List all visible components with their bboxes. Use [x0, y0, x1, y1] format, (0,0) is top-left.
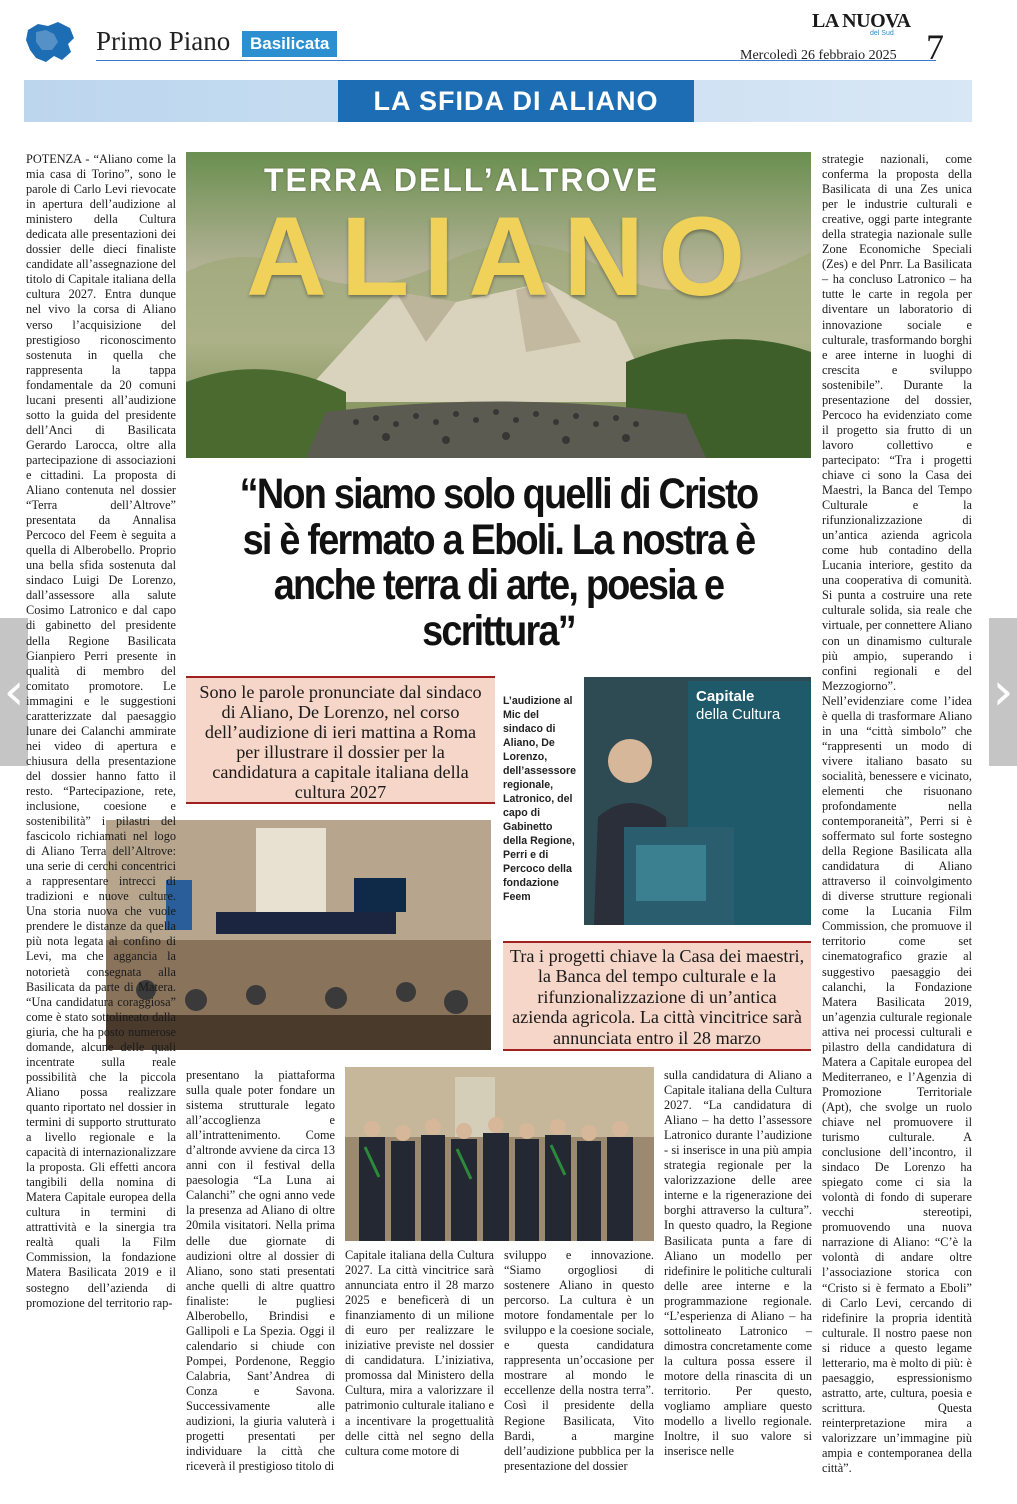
deck-summary: Sono le parole pronunciate dal sindaco di Aliano, De Lorenzo, nel corso dell’audizione di ieri mattina a Roma per illustrare il dossier per la candidatura a capitale italiana della cultura 2027 [186, 676, 495, 804]
group-photo-illustration [345, 1067, 654, 1241]
article-text: strategie nazionali, come conferma la proposta della Basilicata di una Zes unica per le industrie culturali e creative, oggi parte integrante della strategia nazionale sulle Zone Economiche Speciali (Zes) e del Pnrr. La Basilicata – ha concluso Latronico – ha tutte le carte in regola per diventare un laboratorio di innovazione sociale e culturale, trasformando borghi e aree interne in luoghi di crescita e sviluppo sostenibile”. Durante la presentazione del dossier, Percoco ha evidenziato come il progetto sia frutto di un lavoro collettivo e partecipato: “Tra i progetti chiave ci sono la Casa dei Maestri, la Banca del Tempo Culturale e la rifunzionalizzazione di un’antica azienda agricola come hub contadino della Lucania interiore, gestito da una cooperativa di comunità. Si punta a costruire una rete culturale solida, sia reale che virtuale, per connettere Aliano con un dinamismo culturale più ampio, superando i confini regionali e del Mezzogiorno”. Nell’evidenziare come l’idea è quella di trasformare Aliano in una “città simbolo” che “rappresenti un modo di vivere italiano basato su socialità, benessere e vicinato, elementi che risuonano profondamente nella contemporaneità”, Perri si è soffermato sul forte sostegno della Regione Basilicata alla candidatura di Aliano attraverso il coinvolgimento di diverse strutture regionali come la Lucania Film Commission, che promuove il territorio come set cinematografico grazie al suggestivo paesaggio dei calanchi, la Fondazione Matera Basilicata 2019, un’agenzia culturale regionale attiva nei processi culturali e pilastro della candidatura di Matera a Capitale europea del Mediterraneo, e l’Agenzia di Promozione Territoriale (Apt), che svolge un ruolo chiave nel promuovere il turismo culturale. A conclusione dell’incontro, il sindaco De Lorenzo ha spiegato come ci sia la volontà di fondo di superare vecchi stereotipi, promuovendo una nuova narrazione di Aliano: “C’è la volontà di andare oltre l’associazione storica con “Cristo si è fermato a Eboli” di Carlo Levi, cercando di ridefinire la propria identità culturale. Il nostro paese non si riduce a questo legame letterario, ma è molto di più: è paesaggio, espressionismo astratto, arte, cultura, poesia e scrittura. Questa reinterpretazione mira a valorizzare un’immagine più ampia e contemporanea della città”. [822, 152, 972, 1476]
hero-overlay-title: ALIANO [246, 194, 760, 319]
headline [224, 472, 774, 654]
photo-podium-speaker [584, 677, 811, 925]
headline-line: si è fermato a Eboli. La nostra è [242, 515, 755, 564]
section-label: Primo Piano [96, 26, 231, 56]
basilicata-map-icon [24, 20, 76, 64]
hero-photo-calanchi [186, 152, 811, 458]
topic-banner-title: LA SFIDA DI ALIANO [338, 80, 694, 122]
article-text: sulla candidatura di Aliano a Capitale italiana della Cultura 2027. “La candidatura di Aliano – ha detto l’assessore Latronico durante l’audizione - si inserisce in una più ampia strategia regionale per la valorizzazione delle aree interne e la rigenerazione dei borghi attraverso la cultura”. In questo quadro, la Regione Basilicata punta a fare di Aliano un modello per ridefinire le politiche culturali delle aree interne e la programmazione regionale. “L’esperienza di Aliano – ha sottolineato Latronico – dimostra concretamente come la cultura possa essere il motore della rinascita di un territorio. Per questo, vogliamo ampliare questo modello a livello regionale. Inoltre, il suo valore si inserisce nelle [664, 1068, 812, 1459]
article-column-2 [186, 1068, 335, 1474]
previous-page-arrow-icon[interactable]: ‹ [0, 618, 28, 766]
next-page-arrow-icon[interactable]: › [989, 618, 1017, 766]
issue-date: Mercoledì 26 febbraio 2025 [740, 48, 897, 63]
podium-photo-illustration [584, 677, 811, 925]
newspaper-logo-sub: del Sud [870, 30, 894, 37]
hero-overlay-subtitle: TERRA DELL’ALTROVE [264, 162, 660, 198]
article-text: presentano la piattaforma sulla quale poter fondare un sistema strutturale legato all’accoglienza e all’intrattenimento. Come d’altronde avviene da circa 13 anni con il festival della paesologia “La Luna ai Calanchi” che ogni anno vede la presenza ad Aliano di oltre 20mila visitatori. Nella prima delle due giornate di audizioni oltre al dossier di Aliano, sono stati presentati anche quelli di altre quattro finaliste: le pugliesi Alberobello, Brindisi e Gallipoli e La Spezia. Oggi il calendario si chiude con Pompei, Pordenone, Reggio Calabria, Sant’Andrea di Conza e Savona. Successivamente alle audizioni, la giuria valuterà i progetti presentati per individuare la città che riceverà il prestigioso titolo di [186, 1068, 335, 1474]
article-column-1 [26, 152, 176, 1464]
photo-delegation-group [345, 1067, 654, 1241]
podium-sign-line: Capitale [696, 688, 755, 705]
article-column-6 [822, 152, 972, 1476]
headline-line: “Non siamo solo quelli di Cristo [239, 470, 758, 518]
article-text: POTENZA - “Aliano come la mia casa di Torino”, sono le parole di Carlo Levi rievocate in apertura dell’audizione al ministero della Cultura dedicata alle presentazioni dei dossier delle dieci finaliste candidate all’assegnazione del titolo di Capitale italiana della cultura 2027. Entra dunque nel vivo la corsa di Aliano verso l’acquisizione del prestigioso riconoscimento sostenuta in quella che rappresenta la tappa fondamentale da 20 comuni lucani presenti all’audizione sotto la guida del presidente dell’Anci di Basilicata Gerardo Larocca, oltre alla partecipazione di associazioni e cittadini. La proposta di Aliano contenuta nel dossier “Terra dell’Altrove” presentata da Annalisa Percoco del Feem è seguita a quella di Alberobello. Proprio una bella sfida sostenuta dal sindaco Luigi De Lorenzo, dall’assessore alla salute Cosimo Latronico e dal capo di gabinetto del presidente della Regione Basilicata Gianpiero Perri presente in qualità di membro del comitato promotore. Le immagini e le suggestioni caratterizzate dal paesaggio lunare dei Calanchi ammirate nei video di apertura e chiusura della presentazione del dossier hanno fatto il resto. “Partecipazione, rete, inclusione, coesione e sostenibilità” i pilastri del fascicolo richiamati nel logo di Aliano Terra dell’Altrove: una serie di cerchi concentrici a rappresentare intrecci di tradizioni e nuove culture. Una storia nuova che vuole prendere le distanze da quella più nota legata al confino di Levi, ma che aggancia la notorietà consegnata alla Basilicata da parte di Matera. “Una candidatura coraggiosa” come è stato sottolineato dalla giuria, che ha posto numerose domande, alcune delle quali incentrate sulla reale possibilità che la piccola Aliano possa realizzare quanto riportato nel dossier in termini di supporto strutturato a livello regionale e la capacità di internazionalizzare la proposta. Gli effetti ancora tangibili della nomina di Matera Capitale europea della cultura in termini di attrattività e la sinergia tra realtà quali la Film Commission, la fondazione Matera Basilicata 2019 e il sostegno dell’azienda di promozione del territorio rap- [26, 152, 176, 1310]
article-text: Capitale italiana della Cultura 2027. La città vincitrice sarà annunciata entro il 28 marzo 2025 e beneficerà di un finanziamento di un milione di euro per realizzare le iniziative previste nel dossier di candidatura. L’iniziativa, promossa dal Ministero della Cultura, mira a valorizzare il patrimonio culturale italiano e a incentivare la progettualità delle città nel segno della cultura come motore di [345, 1248, 494, 1458]
podium-sign-line: della Cultura [696, 706, 781, 723]
deck-highlights: Tra i progetti chiave la Casa dei maestri, la Banca del tempo culturale e la rifunzionalizzazione di un’antica azienda agricola. La città vincitrice sarà annunciata entro il 28 marzo [503, 941, 811, 1051]
article-text: sviluppo e innovazione. “Siamo orgogliosi di sostenere Aliano in questo percorso. La cultura è un motore fondamentale per lo sviluppo e la coesione sociale, e questa candidatura rappresenta un’occasione per mostrare al mondo le eccellenze della nostra terra”. Così il presidente della Regione Basilicata, Vito Bardi, a margine dell’audizione pubblica per la presentazione del dossier [504, 1248, 654, 1473]
newspaper-logo: LA NUOVA [812, 10, 911, 32]
topic-banner [24, 80, 972, 122]
photo-caption: L’audizione al Mic del sindaco di Aliano, De Lorenzo, dell’assessore regionale, Latronico, del capo di Gabinetto della Regione, Perri e di Percoco della fondazione Feem [503, 695, 577, 903]
article-column-5 [664, 1068, 812, 1464]
article-column-4 [504, 1248, 654, 1473]
subsection-tag: Basilicata [242, 31, 337, 57]
page-number: 7 [926, 27, 944, 67]
article-column-3 [345, 1248, 494, 1464]
headline-line: anche terra di arte, poesia e scrittura” [273, 561, 724, 655]
page-header [24, 10, 972, 70]
